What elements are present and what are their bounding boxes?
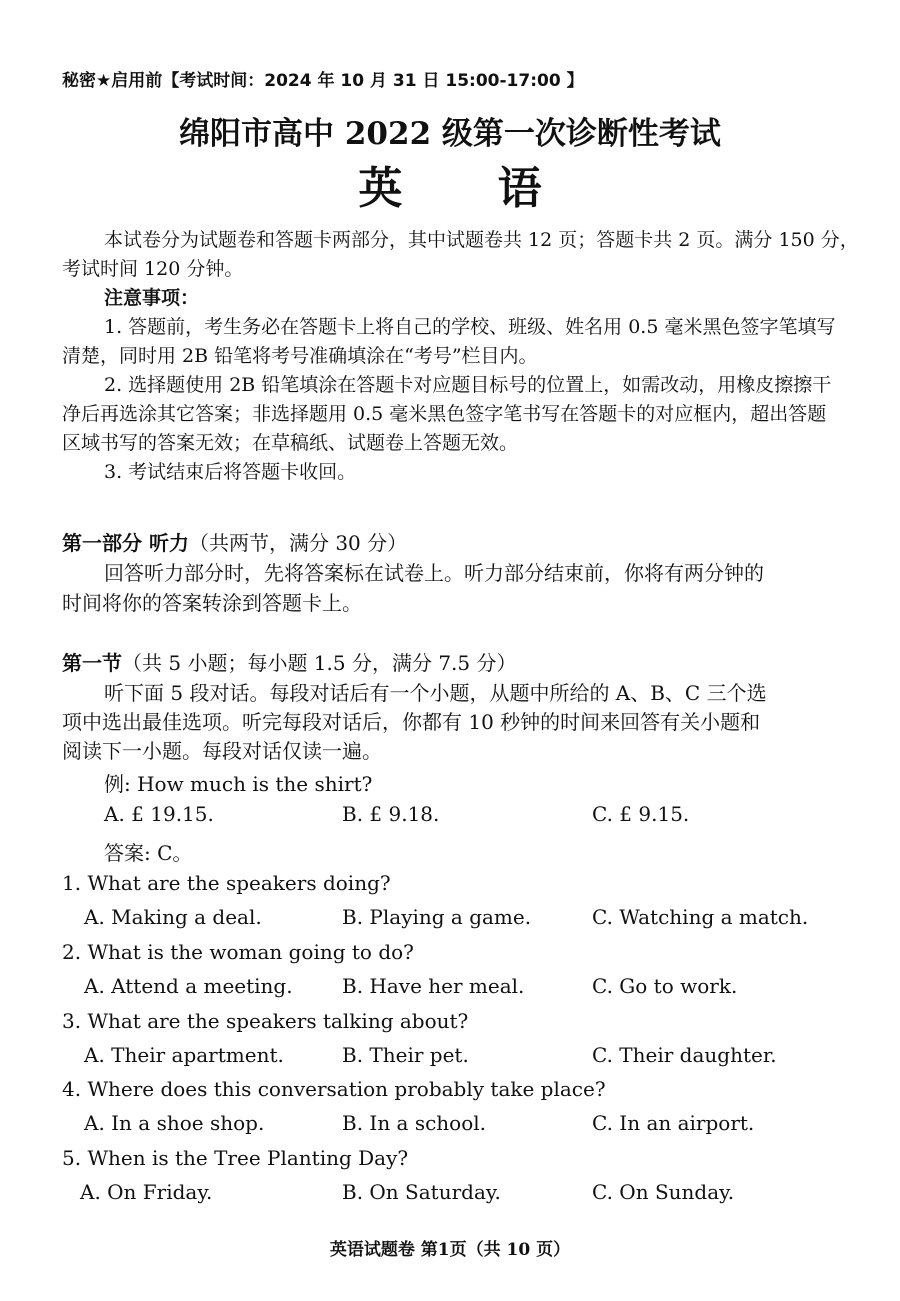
- exam-title: 绵阳市高中 2022 级第一次诊断性考试: [179, 116, 721, 152]
- notice-2-line-1: 2. 选择题使用 2B 铅笔填涂在答题卡对应题目标号的位置上，如需改动，用橡皮擦擦干: [104, 374, 832, 396]
- question-5: 5. When is the Tree Planting Day?: [62, 1146, 409, 1170]
- notice-1-line-1: 1. 答题前，考生务必在答题卡上将自己的学校、班级、姓名用 0.5 毫米黑色签字笔填写: [104, 316, 836, 338]
- question-4: 4. Where does this conversation probably take place?: [62, 1077, 606, 1101]
- question-5-option-a: A. On Friday.: [80, 1180, 213, 1204]
- intro-line-2: 考试时间 120 分钟。: [62, 258, 244, 280]
- section1-title-rest: （共 5 小题；每小题 1.5 分，满分 7.5 分）: [122, 651, 517, 675]
- question-3-option-c: C. Their daughter.: [592, 1043, 777, 1067]
- notice-title: 注意事项：: [104, 287, 200, 309]
- intro-line-1: 本试卷分为试题卷和答题卡两部分，其中试题卷共 12 页；答题卡共 2 页。满分 150 分，: [104, 229, 859, 251]
- section1-title-bold: 第一节: [62, 651, 122, 675]
- question-5-option-c: C. On Sunday.: [592, 1180, 735, 1204]
- example-question: 例: How much is the shirt?: [104, 772, 373, 796]
- question-5-option-b: B. On Saturday.: [342, 1180, 501, 1204]
- notice-2-line-3: 区域书写的答案无效；在草稿纸、试题卷上答题无效。: [62, 432, 519, 454]
- example-option-a: A. £ 19.15.: [104, 802, 214, 826]
- confidential-note: 秘密★启用前【考试时间：2024 年 10 月 31 日 15:00-17:00 】: [62, 71, 584, 91]
- question-3-option-b: B. Their pet.: [342, 1043, 469, 1067]
- section1-instr-line-3: 阅读下一小题。每段对话仅读一遍。: [62, 739, 382, 763]
- question-2-option-b: B. Have her meal.: [342, 974, 525, 998]
- question-2-option-a: A. Attend a meeting.: [84, 974, 293, 998]
- example-option-c: C. £ 9.15.: [592, 802, 690, 826]
- part1-title: [62, 527, 407, 556]
- question-2-option-c: C. Go to work.: [592, 974, 738, 998]
- question-4-option-c: C. In an airport.: [592, 1111, 755, 1135]
- page-footer: 英语试题卷 第1页（共 10 页）: [329, 1240, 571, 1260]
- part1-instr-line-1: 回答听力部分时，先将答案标在试卷上。听力部分结束前，你将有两分钟的: [104, 561, 764, 585]
- subject-title: 英 语: [358, 163, 582, 214]
- part1-instr-line-2: 时间将你的答案转涂到答题卡上。: [62, 591, 362, 615]
- question-4-option-b: B. In a school.: [342, 1111, 487, 1135]
- notice-3: 3. 考试结束后将答题卡收回。: [104, 461, 357, 483]
- example-answer: 答案: C。: [104, 841, 193, 865]
- part1-title-bold: 第一部分 听力: [62, 531, 189, 555]
- example-option-b: B. £ 9.18.: [342, 802, 440, 826]
- part1-title-rest: （共两节，满分 30 分）: [188, 531, 408, 555]
- notice-1-line-2: 清楚，同时用 2B 铅笔将考号准确填涂在“考号”栏目内。: [62, 345, 538, 367]
- question-1-option-a: A. Making a deal.: [84, 905, 262, 929]
- question-1: 1. What are the speakers doing?: [62, 871, 391, 895]
- question-1-option-b: B. Playing a game.: [342, 905, 532, 929]
- question-1-option-c: C. Watching a match.: [592, 905, 809, 929]
- section1-instr-line-1: 听下面 5 段对话。每段对话后有一个小题，从题中所给的 A、B、C 三个选: [104, 681, 767, 705]
- section1-instr-line-2: 项中选出最佳选项。听完每段对话后，你都有 10 秒钟的时间来回答有关小题和: [62, 710, 761, 734]
- question-4-option-a: A. In a shoe shop.: [84, 1111, 265, 1135]
- question-3-option-a: A. Their apartment.: [84, 1043, 284, 1067]
- notice-2-line-2: 净后再选涂其它答案；非选择题用 0.5 毫米黑色签字笔书写在答题卡的对应框内，超出答题: [62, 403, 827, 425]
- question-3: 3. What are the speakers talking about?: [62, 1009, 469, 1033]
- question-2: 2. What is the woman going to do?: [62, 940, 414, 964]
- section1-title: [62, 647, 516, 676]
